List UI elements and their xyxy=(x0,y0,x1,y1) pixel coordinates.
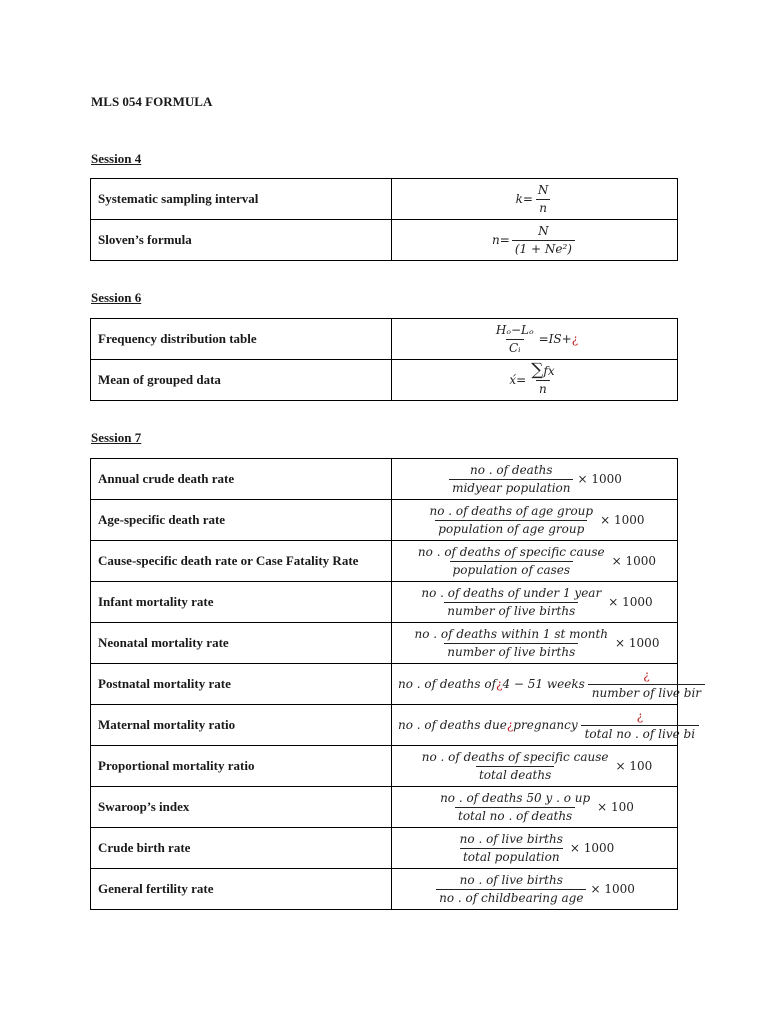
formula-lead: no . of deaths due xyxy=(398,718,507,732)
denominator: no . of childbearing age xyxy=(436,889,586,906)
formula-cell xyxy=(392,541,678,582)
multiplier: × 1000 xyxy=(569,840,615,855)
formula-name: Cause-specific death rate or Case Fatality Rate xyxy=(91,541,392,582)
fraction xyxy=(415,545,608,578)
numerator: no . of live births xyxy=(459,831,563,846)
denominator: number of live births xyxy=(444,602,578,619)
denominator: n xyxy=(536,199,550,216)
table-row xyxy=(91,541,678,582)
formula-cell xyxy=(392,869,678,910)
formula-name: Sloven’s formula xyxy=(91,220,392,261)
formula-cell xyxy=(392,664,702,705)
formula-lead: no . of deaths of xyxy=(398,677,497,691)
formula-cell xyxy=(392,746,678,787)
multiplier: × 1000 xyxy=(600,512,645,527)
formula-cell xyxy=(392,459,678,500)
table-row xyxy=(91,360,678,401)
numerator: no . of deaths 50 y . o up xyxy=(440,790,591,805)
formula-cell xyxy=(392,582,678,623)
fraction xyxy=(581,709,699,742)
formula-lead: pregnancy xyxy=(513,718,578,732)
session-6-table xyxy=(90,318,678,401)
session-4-heading: Session 4 xyxy=(91,151,142,166)
numerator: N xyxy=(538,223,549,238)
fraction xyxy=(512,224,575,257)
numerator: no . of deaths of specific cause xyxy=(421,749,609,764)
fraction xyxy=(418,586,604,619)
formula-cell xyxy=(392,319,678,360)
formula-name: Postnatal mortality rate xyxy=(91,664,392,705)
denominator: n xyxy=(536,380,550,397)
table-row xyxy=(91,459,678,500)
denominator: Cᵢ xyxy=(506,339,524,356)
denominator: total no . of live bi xyxy=(581,725,699,742)
formula-cell xyxy=(392,179,678,220)
numerator: no . of deaths of specific cause xyxy=(417,544,605,559)
denominator: total population xyxy=(460,848,563,865)
multiplier: × 1000 xyxy=(611,553,657,568)
formula-name: Infant mortality rate xyxy=(91,582,392,623)
fraction xyxy=(436,873,586,906)
table-row xyxy=(91,179,678,220)
document-title: MLS 054 FORMULA xyxy=(91,94,213,109)
formula-name: Frequency distribution table xyxy=(91,319,392,360)
formula-cell xyxy=(392,360,678,401)
multiplier: × 100 xyxy=(597,799,634,814)
denominator: population of age group xyxy=(435,520,587,537)
table-row xyxy=(91,664,678,705)
formula-lhs: n= xyxy=(492,232,510,247)
session-6-heading: Session 6 xyxy=(91,290,142,305)
fraction xyxy=(528,360,557,397)
formula-cell xyxy=(392,787,678,828)
formula-cell xyxy=(392,705,696,746)
table-row xyxy=(91,500,678,541)
numerator: no . of deaths of age group xyxy=(429,503,594,518)
numerator: ¿ xyxy=(643,667,650,682)
formula-name: Systematic sampling interval xyxy=(91,179,392,220)
denominator: midyear population xyxy=(449,479,573,496)
fraction xyxy=(449,463,573,496)
fraction xyxy=(437,791,593,824)
multiplier: × 1000 xyxy=(615,635,660,650)
session-7-table xyxy=(90,458,702,910)
formula-name: Proportional mortality ratio xyxy=(91,746,392,787)
denominator: (1 + Ne²) xyxy=(512,240,575,257)
fraction xyxy=(426,504,596,537)
denominator: number of live births xyxy=(444,643,578,660)
numerator-text: fx xyxy=(543,364,555,378)
session-7-heading: Session 7 xyxy=(91,430,142,445)
formula-name: Annual crude death rate xyxy=(91,459,392,500)
multiplier: × 1000 xyxy=(590,881,635,896)
numerator: N xyxy=(537,182,549,197)
formula-lead: 4 − 51 weeks xyxy=(502,677,585,691)
formula-name: Mean of grouped data xyxy=(91,360,392,401)
numerator: no . of deaths within 1 st month xyxy=(414,626,609,641)
numerator: Hₒ−Lₒ xyxy=(495,322,534,337)
numerator xyxy=(528,360,557,380)
multiplier: × 1000 xyxy=(608,594,653,609)
formula-name: Swaroop’s index xyxy=(91,787,392,828)
table-row xyxy=(91,705,678,746)
denominator: number of live bir xyxy=(588,684,705,701)
denominator: population of cases xyxy=(450,561,574,578)
table-row xyxy=(91,319,678,360)
table-row xyxy=(91,220,678,261)
numerator: no . of deaths of under 1 year xyxy=(421,585,602,600)
multiplier: × 100 xyxy=(615,758,653,773)
table-row xyxy=(91,746,678,787)
table-row xyxy=(91,582,678,623)
table-row xyxy=(91,828,678,869)
fraction xyxy=(457,832,566,865)
formula-name: Maternal mortality ratio xyxy=(91,705,392,746)
fraction xyxy=(535,183,552,216)
formula-lhs: k= xyxy=(515,191,533,206)
table-row xyxy=(91,623,678,664)
formula-name: Age-specific death rate xyxy=(91,500,392,541)
denominator: total deaths xyxy=(476,766,554,783)
broken-glyph: ¿ xyxy=(506,718,514,732)
numerator: no . of deaths xyxy=(470,462,553,477)
fraction xyxy=(493,323,537,356)
fraction xyxy=(412,627,612,660)
sigma-symbol: ∑ xyxy=(531,360,544,380)
formula-cell xyxy=(392,500,678,541)
formula-name: Crude birth rate xyxy=(91,828,392,869)
session-4-table xyxy=(90,178,678,261)
formula-name: General fertility rate xyxy=(91,869,392,910)
formula-rhs: =IS+ xyxy=(538,331,572,346)
table-row xyxy=(91,787,678,828)
formula-cell xyxy=(392,828,678,869)
broken-glyph: ¿ xyxy=(496,677,503,691)
formula-cell xyxy=(392,623,678,664)
multiplier: × 1000 xyxy=(577,471,622,486)
numerator: no . of live births xyxy=(459,872,563,887)
formula-lhs: x́= xyxy=(509,372,527,387)
numerator: ¿ xyxy=(636,708,644,723)
formula-cell xyxy=(392,220,678,261)
denominator: total no . of deaths xyxy=(455,807,575,824)
formula-name: Neonatal mortality rate xyxy=(91,623,392,664)
table-row xyxy=(91,869,678,910)
broken-glyph: ¿ xyxy=(571,331,579,346)
fraction xyxy=(419,750,612,783)
fraction xyxy=(588,668,705,701)
